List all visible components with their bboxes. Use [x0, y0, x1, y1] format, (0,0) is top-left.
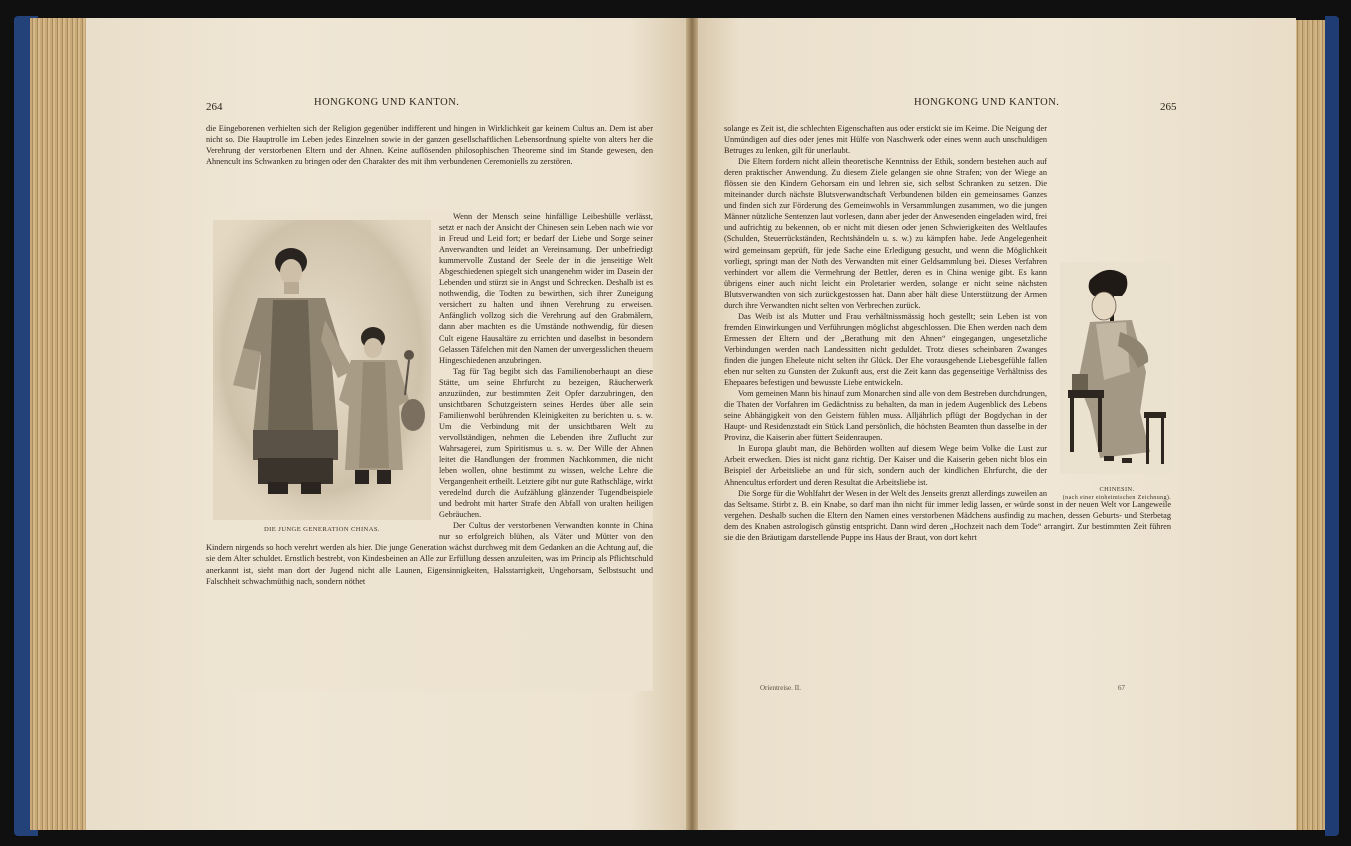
left-paragraph: die Eingeborenen verhielten sich der Religion gegenüber indifferent und hingen in Wirklichkeit gar keinem Cultus an. Dem ist aber nicht so. Die Hauptrolle im Leben jedes Einzelnen sowie in der ganzen gesellschaftlichen Lebensordnung spielte von alters her die Verehrung der verstorbenen Eltern und der Ahnen. Keine auflösenden philosophischen Theoreme sind im Stande gewesen, den Ahnencult ins Schwanken zu bringen oder den Charakter des mit ihm verbundenen Ceremoniells zu zerstören.	[206, 124, 653, 167]
right-paragraph: In Europa glaubt man, die Behörden wollten auf diesem Wege beim Volke die Lust zur Arbeit erwecken. Dies ist nicht ganz richtig. Der Kaiser und die Kaiserin geben nicht blos ein Beispiel der Arbeitsliebe an und für sich, sondern auch der kindlichen Ehrfurcht, die der Ahnencultus erfordert und deren Resultat die Arbeitsliebe ist.	[724, 444, 1047, 487]
engraving-image-right	[1060, 262, 1174, 474]
illustration-chinese-woman	[1060, 262, 1174, 474]
illustration-caption-right-title: CHINESIN.	[1099, 486, 1135, 493]
book-gutter	[686, 18, 698, 830]
book-cover-right	[1325, 16, 1339, 836]
right-paragraph: Die Eltern fordern nicht allein theoretische Kenntniss der Ethik, sondern bestehen auch auf deren praktischer Anwendung. Zu diesem Ziele gelangen sie ohne Strafen; von der Wiege an flössen sie den Kindern Gehorsam ein und lehren sie, sich selbst Schranken zu setzen. Die miteinander durch nächste Blutsverwandtschaft Verbundenen bilden ein gemeinsames Ganzes und finden sich zur Förderung des Gemeinwohls in Versammlungen zusammen, wo die jungen Männer nützliche Sentenzen laut vorlesen, dann aber jeder der Anwesenden eingeladen wird, frei und aufrichtig zu bekennen, ob er nicht mit diesen oder jenen Schwierigkeiten des Weltlaufes (Schulden, Steuerrückständen, Rechtshändeln u. s. w.) zu kämpfen habe. Jede Angelegenheit wird gemeinsam geprüft, für jede Sache eine Erledigung gesucht, und wenn die Möglichkeit vorliegt, springt man der Noth des Verwandten mit einer Geldsammlung bei. Dieses Verfahren verhindert vor allem die Vermehrung der Bettler, deren es in China wenige gibt. Es kann übrigens einer auch nicht leicht ein Proletarier werden, solange er nicht seine nächsten Blutsverwandten von sich zurückgestossen hat. Dann aber hält diese Unterstützung der Armen durch ihre Verwandten nicht selten von Verbrechen zurück.	[724, 157, 1047, 310]
footer-signature: Orientreise. II.	[760, 684, 802, 692]
illustration-caption-left: DIE JUNGE GENERATION CHINAS.	[264, 526, 380, 533]
left-paragraph: Der Cultus der verstorbenen Verwandten konnte in China nur so erfolgreich blühen, als Väter und Mütter von den Kindern nirgends so hoch verehrt werden als hier. Die junge Generation wächst durchweg mit dem Gedanken an die Achtung auf, die sie dem Alter schuldet. Ernstlich bestrebt, von Kindesbeinen an Alle zur Erfüllung dessen anzuleiten, was im Princip als Pflichtschuld anerkannt ist, sieht man dort der Jugend nicht alle Launen, Eigensinnigkeiten, Halsstarrigkeit, Ungehorsam, Selbstsucht und Falschheit schwachmüthig nach, sondern nöthet	[206, 521, 653, 586]
right-paragraph: Das Weib ist als Mutter und Frau verhältnissmässig hoch gestellt; sein Leben ist von fremden Einwirkungen und Verführungen möglichst abgeschlossen. Die Ehen werden nach dem Ermessen der Eltern und der „Berathung mit den Ahnen“ eingegangen, ungesetzliche Verbindungen werden nach Landessitten nicht geduldet. Trotz dieses scheinbaren Zwanges finden die jungen Eheleute nicht selten ihr Glück. Der Ehe vorausgehende Liebesgefühle fallen eben nur selten zu Gunsten der Zukunft aus, erst die Zeit kann das gegenseitige Verhältniss des Ehepaares befestigen und bewusste Liebe entwickeln.	[724, 311, 1047, 388]
footer-sheet-number: 67	[1118, 684, 1125, 692]
right-paragraph: Vom gemeinen Mann bis hinauf zum Monarchen sind alle von dem Bestreben durchdrungen, die Thaten der Vorfahren im Gedächtniss zu behalten, da man in jedem Augenblick des Lebens seine Abhängigkeit von den Geistern fühlen muss. Alljährlich pflügt der Bogdychan in der Haupt- und Residenzstadt ein Stück Land persönlich, die höchsten Beamten thun dasselbe in der Provinz, die Kaiserin aber füttert Seidenraupen.	[724, 389, 1047, 443]
right-page-number: 265	[1160, 101, 1177, 113]
illustration-young-generation	[213, 220, 431, 520]
engraving-image	[213, 220, 431, 520]
right-paragraph: solange es Zeit ist, die schlechten Eigenschaften aus oder erstickt sie im Keime. Die Neigung der Unmündigen auf dies oder jenes mit Hülfe von Naschwerk oder eines wenn auch unschuldigen Betruges zu lenken, gilt für unerlaubt.	[724, 124, 1047, 156]
right-paragraph: Die Sorge für die Wohlfahrt der Wesen in der Welt des Jenseits grenzt allerdings zuweilen an das Seltsame. Stirbt z. B. ein Knabe, so darf man ihn nicht für immer ledig lassen, er würde sonst in der neuen Welt vor Langeweile vergehen. Deshalb suchen die Eltern den Namen eines verstorbenen Mädchens ausfindig zu machen, dessen Geburts- und Sterbetag dem des Knaben astrologisch günstig entspricht. Dann wird deren „Hochzeit nach dem Tode“ arrangirt. Zur bestimmten Zeit führen sie die den Bräutigam darstellende Puppe ins Haus der Braut, von dort kehrt	[724, 488, 1171, 542]
illustration-caption-right-sub: (nach einer einheimischen Zeichnung).	[1062, 495, 1172, 501]
left-running-head: HONGKONG UND KANTON.	[314, 97, 460, 108]
left-page-number: 264	[206, 101, 223, 113]
right-running-head: HONGKONG UND KANTON.	[914, 97, 1060, 108]
page-edges-left	[30, 18, 86, 830]
left-paragraph: Wenn der Mensch seine hinfällige Leibeshülle verlässt, setzt er nach der Ansicht der Chinesen sein Leben nach wie vor in Freud und Leid fort; er bedarf der Liebe und Sorge seiner Anverwandten und leidet an Vereinsamung. Der unbefriedigt kummervolle Zustand der Seele der in die jenseitige Welt Abgeschiedenen spiegelt sich unangenehm wider im Dasein der Lebenden und stürzt sie in Angst und Schrecken. Deshalb ist es nothwendig, die Todten zu bewirthen, sich ihrer Zuneigung versichert zu halten und ihnen Verehrung zu erweisen. Anfänglich vollzog sich die Verehrung auf den Grabmälern, dann aber machten es die Umstände nothwendig, für diesen Cult eigene Hausaltäre zu errichten und daselbst in besondern Gelassen Täfelchen mit den Namen der unvergesslichen theuern Hingeschiedenen anzubringen.	[439, 212, 653, 365]
left-body-text	[206, 123, 653, 211]
left-paragraph: Tag für Tag begibt sich das Familienoberhaupt an diese Stätte, um seine Ehrfurcht zu bezeigen, Räucherwerk anzuzünden, zur bestimmten Zeit Opfer darzubringen, den unsichtbaren Schutzgeistern seines Herdes über alle sein Familienwohl berührenden Kleinigkeiten zu berichten u. s. w. Um die Verbindung mit der unsichtbaren Welt zu vervollständigen, nehmen die Lebenden ihre Zuflucht zur Wahrsagerei, zum Spiritismus u. s. w. Der Wille der Ahnen leitet die Handlungen der frommen Nachkommen, die nicht leben wollen, ohne bestimmt zu wissen, welche Lehre die Vergangenheit ertheilt. Letztere gibt nur gute Rathschläge, wirkt veredelnd durch die Aufzählung glänzender Tugendbeispiele und bedroht mit harter Strafe den Abfall von uralten heiligen Gebräuchen.	[439, 366, 653, 520]
